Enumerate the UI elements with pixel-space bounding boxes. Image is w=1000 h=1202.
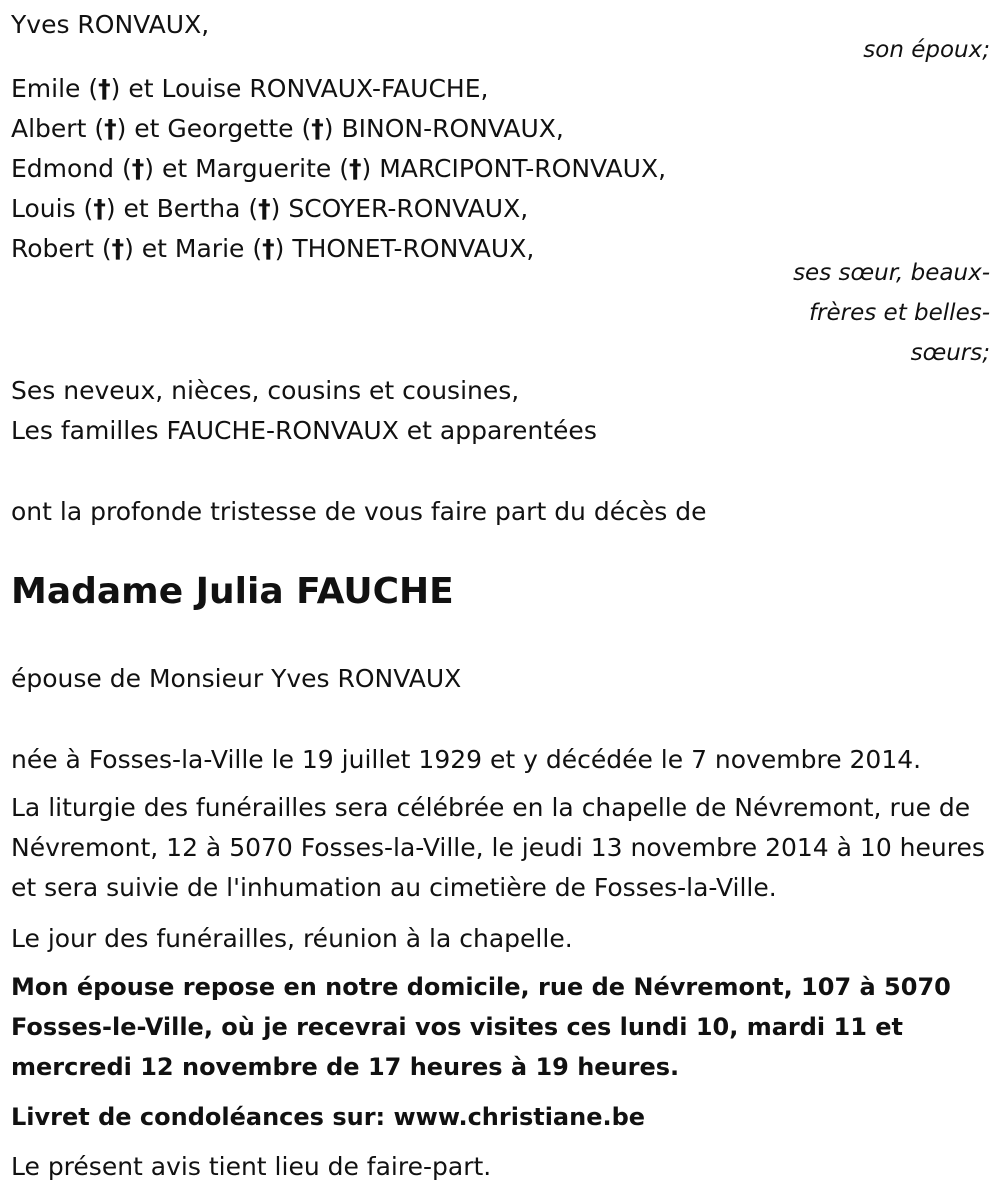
sibling-partner: et Bertha (123, 194, 241, 223)
sibling-family: MARCIPONT-RONVAUX, (379, 154, 667, 183)
cross-icon: † (131, 154, 145, 183)
sibling-family: RONVAUX-FAUCHE, (249, 74, 489, 103)
cross-icon: † (93, 194, 106, 223)
birth-death-text: née à Fosses-la-Ville le 19 juillet 1929 et y décédée le 7 novembre 2014. (11, 745, 922, 774)
visits-text: Mon épouse repose en notre domicile, rue de Névremont, 107 à 5070 Fosses-le-Ville, où je recevrai vos visites ces lundi 10, mardi 11 et mercredi 12 novembre de 17 heures à 19 heures. (11, 973, 951, 1081)
deceased-name: Madame Julia FAUCHE (11, 571, 454, 612)
sibling-partner: et Marguerite (161, 154, 332, 183)
sibling-name: Edmond (11, 154, 115, 183)
husband-role: son époux; (863, 37, 990, 63)
spouse-of-text: épouse de Monsieur Yves RONVAUX (11, 664, 462, 693)
siblings-role-line-3: sœurs; (910, 340, 990, 366)
cross-icon: † (262, 234, 275, 263)
sibling-line: Emile (†) et Louise RONVAUX-FAUCHE, (11, 74, 489, 103)
liturgy-text: La liturgie des funérailles sera célébrée en la chapelle de Névremont, rue de Névremont, 12 à 5070 Fosses-la-Ville, le jeudi 13 novembre 2014 à 10 heures et sera suivie de l'inhumation au cimetière de Fosses-la-Ville. (11, 793, 985, 902)
families-line: Les familles FAUCHE-RONVAUX et apparentées (11, 416, 597, 445)
husband-name: Yves RONVAUX, (11, 10, 210, 39)
sibling-name: Louis (11, 194, 76, 223)
siblings-role-line-1: ses sœur, beaux- (793, 260, 990, 286)
sibling-line: Robert (†) et Marie (†) THONET-RONVAUX, (11, 234, 535, 263)
cross-icon: † (258, 194, 271, 223)
sibling-name: Robert (11, 234, 94, 263)
cross-icon: † (104, 114, 117, 143)
sibling-line: Edmond (†) et Marguerite (†) MARCIPONT-RONVAUX, (11, 154, 667, 183)
sibling-line: Louis (†) et Bertha (†) SCOYER-RONVAUX, (11, 194, 529, 223)
sibling-family: SCOYER-RONVAUX, (288, 194, 529, 223)
gathering-text: Le jour des funérailles, réunion à la chapelle. (11, 924, 573, 953)
sibling-partner: et Georgette (134, 114, 294, 143)
sibling-line: Albert (†) et Georgette (†) BINON-RONVAUX, (11, 114, 564, 143)
relatives-line: Ses neveux, nièces, cousins et cousines, (11, 376, 520, 405)
sibling-name: Emile (11, 74, 81, 103)
cross-icon: † (98, 74, 111, 103)
sibling-partner: et Louise (128, 74, 242, 103)
cross-icon: † (349, 154, 362, 183)
notice-text: Le présent avis tient lieu de faire-part. (11, 1152, 492, 1181)
sibling-name: Albert (11, 114, 87, 143)
sibling-partner: et Marie (141, 234, 245, 263)
announcement-text: ont la profonde tristesse de vous faire part du décès de (11, 497, 707, 526)
condolences-text: Livret de condoléances sur: www.christiane.be (11, 1103, 646, 1131)
cross-icon: † (111, 234, 125, 263)
siblings-role-line-2: frères et belles- (808, 300, 990, 326)
cross-icon: † (311, 114, 324, 143)
sibling-family: BINON-RONVAUX, (341, 114, 564, 143)
sibling-family: THONET-RONVAUX, (292, 234, 535, 263)
